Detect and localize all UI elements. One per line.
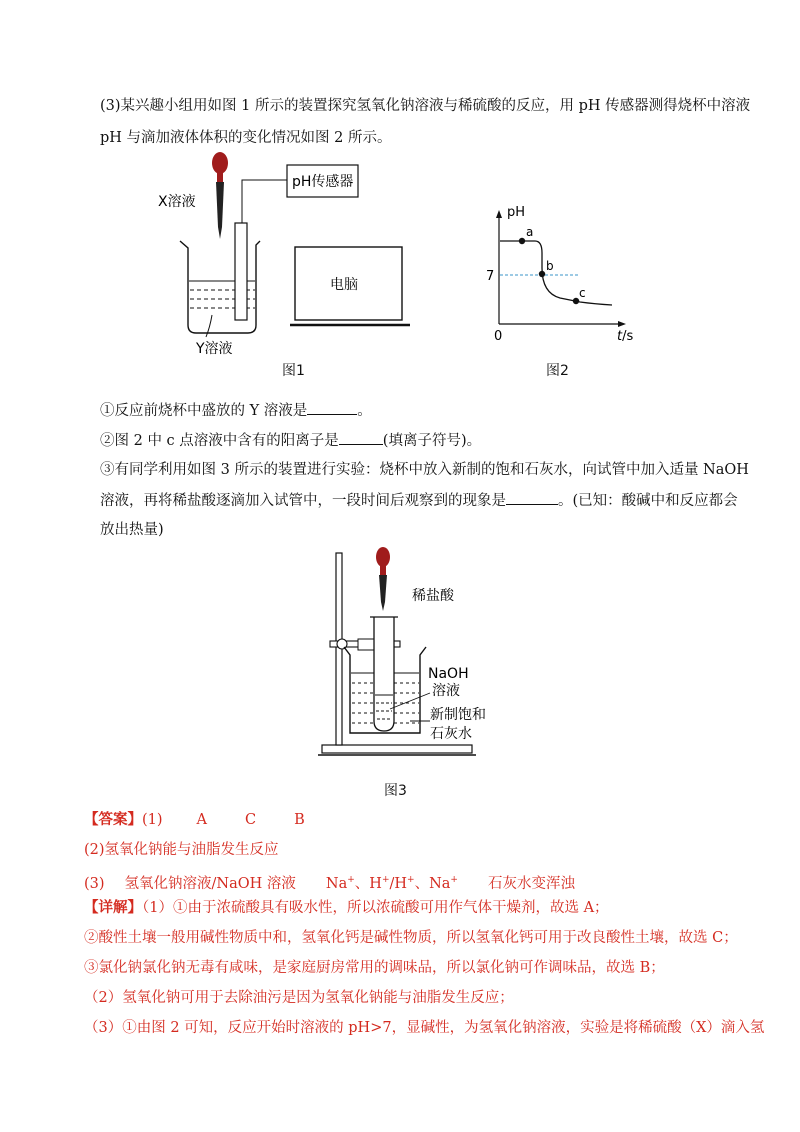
dropper-icon	[376, 547, 390, 611]
ref-value-label: 7	[486, 269, 495, 284]
question-intro-line2: pH 与滴加液体体积的变化情况如图 2 所示。	[100, 130, 392, 146]
answer-blank	[339, 430, 383, 445]
naoh-label-line1: NaOH	[428, 666, 469, 682]
figure1-caption: 图1	[282, 363, 305, 379]
sub-question-1: ①反应前烧杯中盛放的 Y 溶液是 。	[100, 400, 372, 421]
point-c-label: c	[579, 286, 586, 300]
limewater-label-line2: 石灰水	[430, 726, 472, 742]
explanation-line2: ②酸性土壤一般用碱性物质中和，氢氧化钙是碱性物质，所以氢氧化钙可用于改良酸性土壤，故选 C；	[84, 930, 738, 946]
explanation-line5: （3）①由图 2 可知，反应开始时溶液的 pH>7，显碱性，为氢氧化钠溶液，实验是将稀硫酸（X）滴入氢	[84, 1020, 765, 1036]
explanation-tag: 【详解】	[84, 899, 142, 916]
iron-stand-icon	[318, 553, 476, 755]
computer-label: 电脑	[330, 277, 358, 293]
ph-sensor-label: pH传感器	[292, 174, 354, 190]
naoh-label-line2: 溶液	[432, 683, 460, 699]
point-a-marker	[519, 238, 525, 244]
beaker-icon	[180, 223, 260, 337]
sub-question-2: ②图 2 中 c 点溶液中含有的阳离子是 (填离子符号)。	[100, 430, 481, 451]
explanation-line4: （2）氢氧化钠可用于去除油污是因为氢氧化钠能与油脂发生反应；	[84, 990, 514, 1006]
acid-label: 稀盐酸	[412, 588, 454, 604]
ph-curve	[500, 241, 612, 305]
limewater-label-line1: 新制饱和	[430, 707, 486, 723]
answer-part2: (2)氢氧化钠能与油脂发生反应	[84, 842, 279, 858]
y-solution-label: Y溶液	[196, 341, 233, 357]
test-tube-icon	[370, 617, 398, 731]
question-intro-line1: (3)某兴趣小组用如图 1 所示的装置探究氢氧化钠溶液与稀硫酸的反应，用 pH 传感器测得烧杯中溶液	[100, 98, 751, 114]
answer-part3: (3) 氢氧化钠溶液/NaOH 溶液 Na+、H+/H+、Na+ 石灰水变浑浊	[84, 875, 575, 892]
figure3-apparatus	[310, 545, 520, 770]
point-b-label: b	[546, 259, 554, 273]
figure2-ph-chart	[480, 198, 640, 348]
origin-label: 0	[494, 329, 503, 344]
explanation-line3: ③氯化钠氯化钠无毒有咸味，是家庭厨房常用的调味品，所以氯化钠可作调味品，故选 B；	[84, 960, 665, 976]
x-solution-label: X溶液	[158, 194, 196, 210]
answer-blank	[307, 400, 357, 415]
x-axis-label: t/s	[617, 329, 634, 344]
figure2-caption: 图2	[546, 363, 569, 379]
point-a-label: a	[526, 225, 534, 239]
answer-blank	[506, 490, 558, 505]
figure3-caption: 图3	[384, 783, 407, 799]
sub-question-3-line3: 放出热量)	[100, 522, 164, 538]
sub-question-3-line1: ③有同学利用如图 3 所示的装置进行实验：烧杯中放入新制的饱和石灰水，向试管中加入适量 NaOH	[100, 462, 749, 478]
answer-part1: 【答案】(1) A C B	[84, 811, 305, 828]
dropper-icon	[212, 152, 228, 239]
y-axis-label: pH	[507, 205, 526, 220]
figure1-apparatus	[150, 145, 420, 360]
explanation-line1: 【详解】（1）①由于浓硫酸具有吸水性，所以浓硫酸可用作气体干燥剂，故选 A；	[84, 899, 609, 916]
point-b-marker	[539, 271, 545, 277]
sub-question-3-line2: 溶液，再将稀盐酸逐滴加入试管中，一段时间后观察到的现象是 。(已知：酸碱中和反应都会	[100, 490, 738, 511]
answer-tag: 【答案】	[84, 811, 142, 828]
